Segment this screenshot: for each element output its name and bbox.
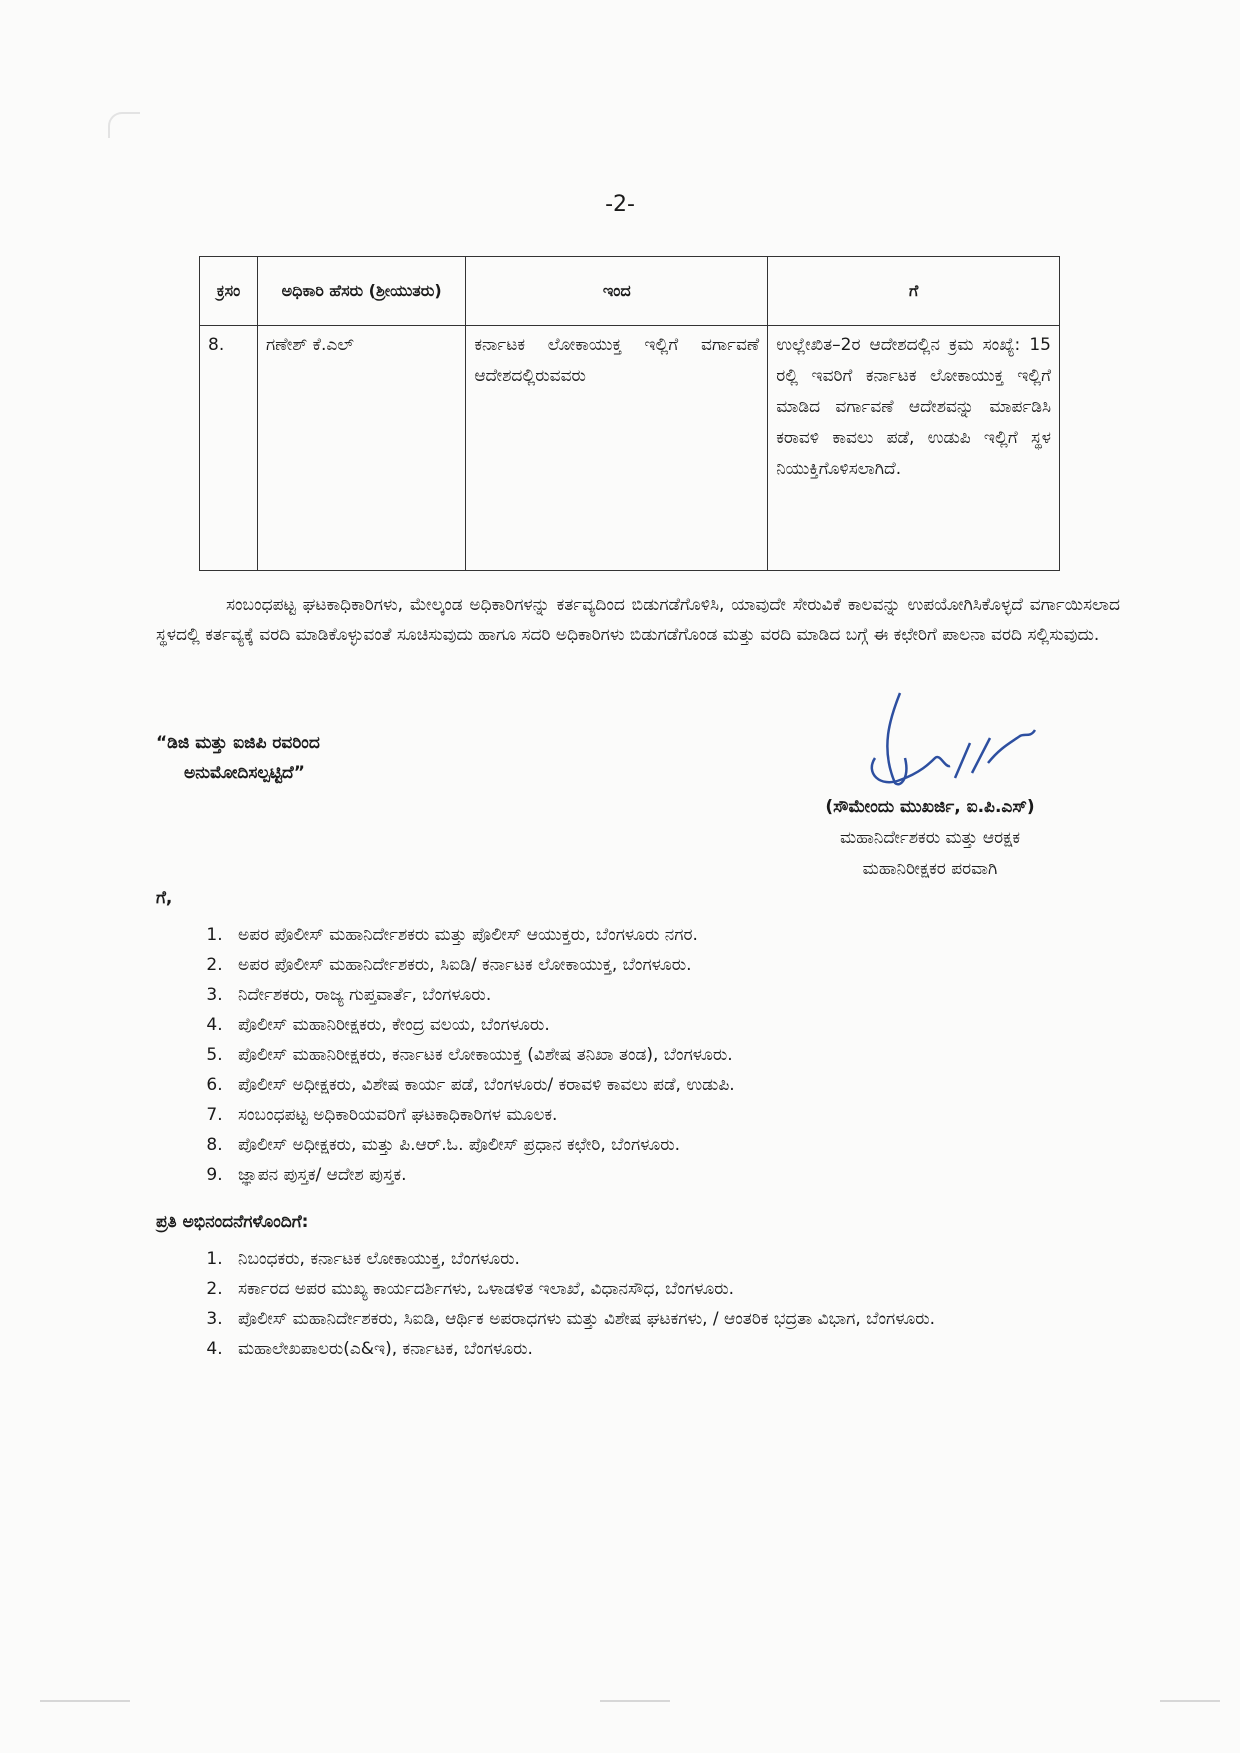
list-item: 2. ಅಪರ ಪೊಲೀಸ್ ಮಹಾನಿರ್ದೇಶಕರು, ಸಿಐಡಿ/ ಕರ್ನಾಟಕ ಲೋಕಾಯುಕ್ತ, ಬೆಂಗಳೂರು.: [228, 950, 1108, 980]
list-item: 9. ಜ್ಞಾಪನ ಪುಸ್ತಕ/ ಆದೇಶ ಪುಸ್ತಕ.: [228, 1160, 1108, 1190]
transfer-table: [199, 256, 1060, 571]
cell-sl-no: 8.: [200, 326, 258, 571]
cell-officer-name: ಗಣೇಶ್ ಕೆ.ಎಲ್: [257, 326, 465, 571]
scan-artifact: [40, 1700, 130, 1702]
recipient-list: [190, 920, 1108, 1190]
signatory-name: (ಸೌಮೇಂದು ಮುಖರ್ಜಿ, ಐ.ಪಿ.ಎಸ್): [825, 797, 1035, 817]
header-from: ಇಂದ: [466, 257, 768, 326]
copy-list: [190, 1244, 1108, 1364]
list-item: 4. ಪೊಲೀಸ್ ಮಹಾನಿರೀಕ್ಷಕರು, ಕೇಂದ್ರ ವಲಯ, ಬೆಂಗಳೂರು.: [228, 1010, 1108, 1040]
header-sl-no: ಕ್ರಸಂ: [200, 257, 258, 326]
list-item: 1. ಅಪರ ಪೊಲೀಸ್ ಮಹಾನಿರ್ದೇಶಕರು ಮತ್ತು ಪೊಲೀಸ್ ಆಯುಕ್ತರು, ಬೆಂಗಳೂರು ನಗರ.: [228, 920, 1108, 950]
approval-line-1: “ಡಿಜಿ ಮತ್ತು ಐಜಿಪಿ ರವರಿಂದ: [156, 733, 320, 753]
header-to: ಗೆ: [768, 257, 1060, 326]
page-number: -2-: [605, 192, 635, 217]
list-item: 7. ಸಂಬಂಧಪಟ್ಟ ಅಧಿಕಾರಿಯವರಿಗೆ ಘಟಕಾಧಿಕಾರಿಗಳ ಮೂಲಕ.: [228, 1100, 1108, 1130]
list-item: 2. ಸರ್ಕಾರದ ಅಪರ ಮುಖ್ಯ ಕಾರ್ಯದರ್ಶಿಗಳು, ಒಳಾಡಳಿತ ಇಲಾಖೆ, ವಿಧಾನಸೌಧ, ಬೆಂಗಳೂರು.: [228, 1274, 1108, 1304]
copy-heading: ಪ್ರತಿ ಅಭಿನಂದನೆಗಳೊಂದಿಗೆ:: [156, 1212, 309, 1232]
to-heading: ಗೆ,: [156, 888, 173, 908]
scan-artifact: [600, 1700, 670, 1702]
approval-note: [156, 728, 320, 788]
signature-block: [770, 792, 1090, 885]
table-row: [200, 326, 1060, 571]
list-item: 8. ಪೊಲೀಸ್ ಅಧೀಕ್ಷಕರು, ಮತ್ತು ಪಿ.ಆರ್.ಓ. ಪೊಲೀಸ್ ಪ್ರಧಾನ ಕಛೇರಿ, ಬೆಂಗಳೂರು.: [228, 1130, 1108, 1160]
signatory-designation-2: ಮಹಾನಿರೀಕ್ಷಕರ ಪರವಾಗಿ: [862, 859, 998, 879]
handwritten-signature-icon: [860, 688, 1040, 798]
signatory-designation-1: ಮಹಾನಿರ್ದೇಶಕರು ಮತ್ತು ಆರಕ್ಷಕ: [839, 828, 1021, 848]
list-item: 6. ಪೊಲೀಸ್ ಅಧೀಕ್ಷಕರು, ವಿಶೇಷ ಕಾರ್ಯ ಪಡೆ, ಬೆಂಗಳೂರು/ ಕರಾವಳಿ ಕಾವಲು ಪಡೆ, ಉಡುಪಿ.: [228, 1070, 1108, 1100]
list-item: 3. ಪೊಲೀಸ್ ಮಹಾನಿರ್ದೇಶಕರು, ಸಿಐಡಿ, ಆರ್ಥಿಕ ಅಪರಾಧಗಳು ಮತ್ತು ವಿಶೇಷ ಘಟಕಗಳು, / ಆಂತರಿಕ ಭದ್ರತಾ ವಿಭಾಗ, ಬೆಂಗಳೂರು.: [228, 1304, 1108, 1334]
list-item: 3. ನಿರ್ದೇಶಕರು, ರಾಜ್ಯ ಗುಪ್ತವಾರ್ತೆ, ಬೆಂಗಳೂರು.: [228, 980, 1108, 1010]
scan-artifact: [1160, 1700, 1220, 1702]
list-item: 4. ಮಹಾಲೇಖಪಾಲರು(ಎ&ಇ), ಕರ್ನಾಟಕ, ಬೆಂಗಳೂರು.: [228, 1334, 1108, 1364]
list-item: 1. ನಿಬಂಧಕರು, ಕರ್ನಾಟಕ ಲೋಕಾಯುಕ್ತ, ಬೆಂಗಳೂರು.: [228, 1244, 1108, 1274]
cell-from: ಕರ್ನಾಟಕ ಲೋಕಾಯುಕ್ತ ಇಲ್ಲಿಗೆ ವರ್ಗಾವಣೆ ಆದೇಶದಲ್ಲಿರುವವರು: [466, 326, 768, 571]
approval-line-2: ಅನುಮೋದಿಸಲ್ಪಟ್ಟಿದೆ”: [184, 763, 305, 783]
list-item: 5. ಪೊಲೀಸ್ ಮಹಾನಿರೀಕ್ಷಕರು, ಕರ್ನಾಟಕ ಲೋಕಾಯುಕ್ತ (ವಿಶೇಷ ತನಿಖಾ ತಂಡ), ಬೆಂಗಳೂರು.: [228, 1040, 1108, 1070]
header-officer-name: ಅಧಿಕಾರಿ ಹೆಸರು (ಶ್ರೀಯುತರು): [257, 257, 465, 326]
cell-to: ಉಲ್ಲೇಖಿತ–2ರ ಆದೇಶದಲ್ಲಿನ ಕ್ರಮ ಸಂಖ್ಯೆ: 15 ರಲ್ಲಿ ಇವರಿಗೆ ಕರ್ನಾಟಕ ಲೋಕಾಯುಕ್ತ ಇಲ್ಲಿಗೆ ಮಾಡಿದ ವರ್ಗಾವಣೆ ಆದೇಶವನ್ನು ಮಾರ್ಪಡಿಸಿ ಕರಾವಳಿ ಕಾವಲು ಪಡೆ, ಉಡುಪಿ ಇಲ್ಲಿಗೆ ಸ್ಥಳ ನಿಯುಕ್ತಿಗೊಳಿಸಲಾಗಿದೆ.: [768, 326, 1060, 571]
instruction-paragraph: ಸಂಬಂಧಪಟ್ಟ ಘಟಕಾಧಿಕಾರಿಗಳು, ಮೇಲ್ಕಂಡ ಅಧಿಕಾರಿಗಳನ್ನು ಕರ್ತವ್ಯದಿಂದ ಬಿಡುಗಡೆಗೊಳಿಸಿ, ಯಾವುದೇ ಸೇರುವಿಕೆ ಕಾಲವನ್ನು ಉಪಯೋಗಿಸಿಕೊಳ್ಳದೆ ವರ್ಗಾಯಿಸಲಾದ ಸ್ಥಳದಲ್ಲಿ ಕರ್ತವ್ಯಕ್ಕೆ ವರದಿ ಮಾಡಿಕೊಳ್ಳುವಂತೆ ಸೂಚಿಸುವುದು ಹಾಗೂ ಸದರಿ ಅಧಿಕಾರಿಗಳು ಬಿಡುಗಡೆಗೊಂಡ ಮತ್ತು ವರದಿ ಮಾಡಿದ ಬಗ್ಗೆ ಈ ಕಛೇರಿಗೆ ಪಾಲನಾ ವರದಿ ಸಲ್ಲಿಸುವುದು.: [156, 595, 1120, 645]
scan-artifact: [108, 112, 140, 138]
table-header-row: [200, 257, 1060, 326]
